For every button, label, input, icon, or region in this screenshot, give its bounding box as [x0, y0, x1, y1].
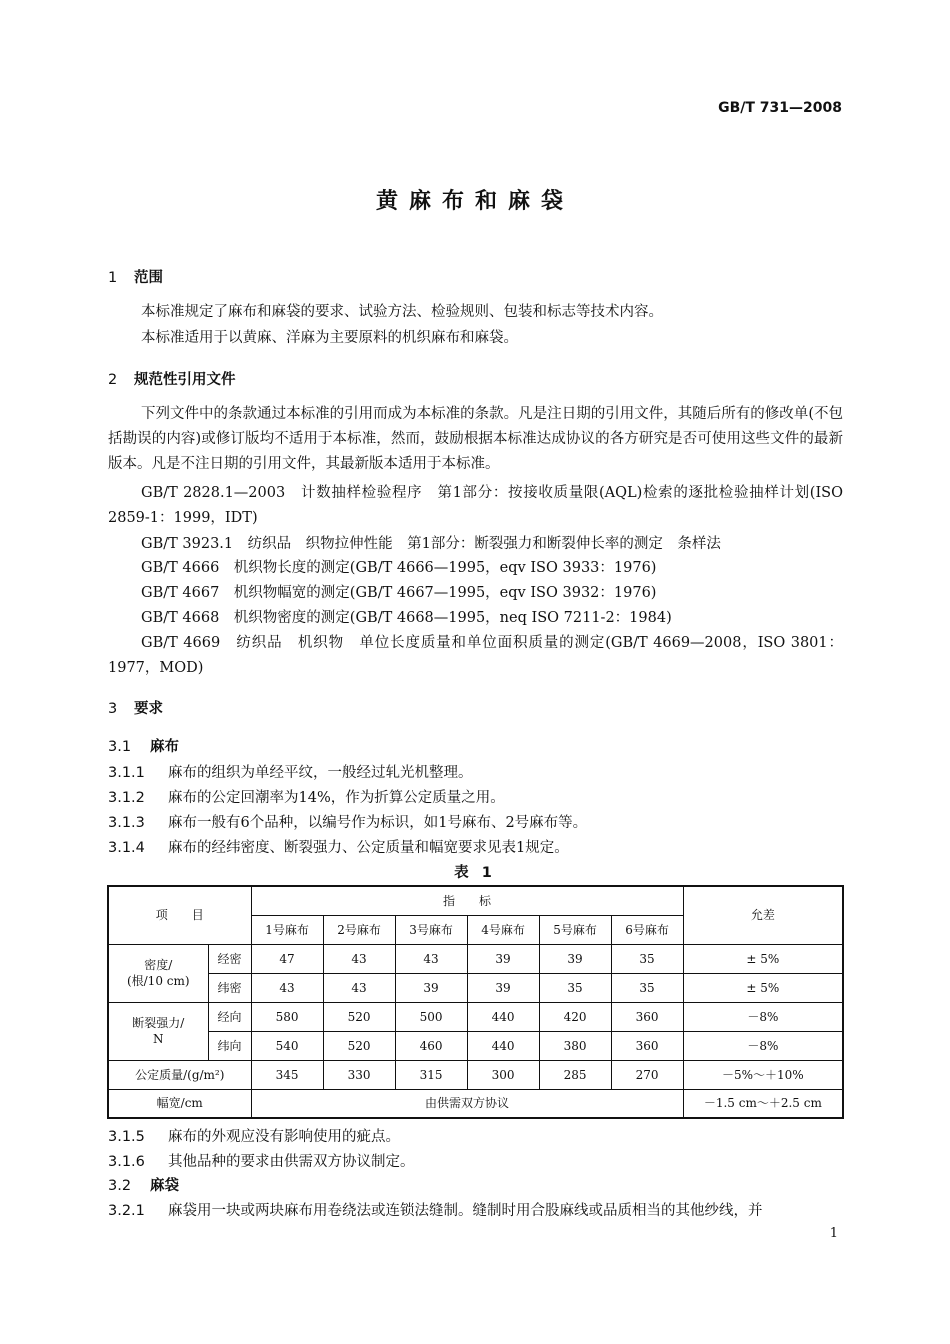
paragraph: 本标准适用于以黄麻、洋麻为主要原料的机织麻布和麻袋。 — [141, 330, 518, 346]
intro-paragraph: 下列文件中的条款通过本标准的引用而成为本标准的条款。凡是注日期的引用文件，其随后所有的修改单(不包括勘误的内容)或修订版均不适用于本标准，然而，鼓励根据本标准达成协议的各方研究是否可使用这些文件的最新版本。凡是不注日期的引用文件，其最新版本适用于本标准。 — [108, 406, 843, 472]
width-label: 幅宽/cm — [108, 1089, 251, 1118]
table-cell: 39 — [539, 944, 611, 973]
section-3-heading — [108, 697, 163, 718]
table-cell: 43 — [323, 944, 395, 973]
header-grade: 3号麻布 — [395, 915, 467, 944]
tolerance-cell: ± 5% — [683, 973, 843, 1002]
subsection-title: 麻袋 — [150, 1178, 179, 1194]
table-cell: 420 — [539, 1002, 611, 1031]
section-1-heading — [108, 266, 163, 287]
clause-3-1-4 — [108, 836, 569, 857]
clause-text: 麻布一般有6个品种，以编号作为标识，如1号麻布、2号麻布等。 — [168, 815, 588, 831]
standard-code: GB/T 731—2008 — [718, 100, 842, 116]
table-cell: 380 — [539, 1031, 611, 1060]
subsection-number: 3.2 — [108, 1178, 132, 1194]
section-number: 1 — [108, 270, 118, 286]
row-sublabel: 经向 — [208, 1002, 251, 1031]
header-indicator: 指 标 — [251, 886, 683, 915]
header-grade: 1号麻布 — [251, 915, 323, 944]
reference-item: GB/T 2828.1—2003 计数抽样检验程序 第1部分：按接收质量限(AQL)检索的逐批检验抽样计划(ISO 2859-1：1999，IDT) — [108, 485, 843, 526]
row-sublabel: 纬密 — [208, 973, 251, 1002]
clause-3-1-3 — [108, 811, 587, 832]
subsection-3-1-heading — [108, 735, 179, 756]
reference-item: GB/T 4668 机织物密度的测定(GB/T 4668—1995，neq ISO 7211-2：1984) — [141, 610, 672, 626]
row-sublabel: 纬向 — [208, 1031, 251, 1060]
clause-number: 3.1.3 — [108, 815, 145, 831]
clause-text: 其他品种的要求由供需双方协议制定。 — [168, 1154, 415, 1170]
strength-label: 断裂强力/ N — [108, 1002, 208, 1060]
table-cell: 43 — [251, 973, 323, 1002]
page-number: 1 — [829, 1226, 838, 1241]
table-cell: 460 — [395, 1031, 467, 1060]
header-item: 项 目 — [108, 886, 251, 944]
header-grade: 6号麻布 — [611, 915, 683, 944]
density-label: 密度/ (根/10 cm) — [108, 944, 208, 1002]
clause-number: 3.1.6 — [108, 1154, 145, 1170]
width-value: 由供需双方协议 — [251, 1089, 683, 1118]
tolerance-cell: －1.5 cm～＋2.5 cm — [683, 1089, 843, 1118]
table-cell: 440 — [467, 1002, 539, 1031]
table-cell: 39 — [395, 973, 467, 1002]
table-cell: 330 — [323, 1060, 395, 1089]
table-cell: 360 — [611, 1031, 683, 1060]
table-cell: 35 — [611, 944, 683, 973]
clause-number: 3.1.1 — [108, 765, 145, 781]
table-cell: 540 — [251, 1031, 323, 1060]
table-cell: 500 — [395, 1002, 467, 1031]
paragraph: 本标准规定了麻布和麻袋的要求、试验方法、检验规则、包装和标志等技术内容。 — [141, 304, 663, 320]
table-cell: 39 — [467, 944, 539, 973]
clause-number: 3.1.4 — [108, 840, 145, 856]
clause-3-2-1 — [108, 1199, 763, 1220]
clause-3-1-1 — [108, 761, 473, 782]
header-grade: 5号麻布 — [539, 915, 611, 944]
header-grade: 2号麻布 — [323, 915, 395, 944]
table-cell: 285 — [539, 1060, 611, 1089]
table-cell: 270 — [611, 1060, 683, 1089]
clause-number: 3.2.1 — [108, 1203, 145, 1219]
clause-3-1-6 — [108, 1150, 415, 1171]
header-grade: 4号麻布 — [467, 915, 539, 944]
document-title: 黄麻布和麻袋 — [375, 189, 574, 214]
row-sublabel: 经密 — [208, 944, 251, 973]
table-cell: 345 — [251, 1060, 323, 1089]
reference-item: GB/T 4669 纺织品 机织物 单位长度质量和单位面积质量的测定(GB/T 4669—2008，ISO 3801：1977，MOD) — [108, 635, 843, 676]
table-cell: 520 — [323, 1002, 395, 1031]
tolerance-cell: －8% — [683, 1031, 843, 1060]
clause-3-1-5 — [108, 1125, 400, 1146]
table-cell: 520 — [323, 1031, 395, 1060]
table-cell: 43 — [323, 973, 395, 1002]
table-cell: 35 — [539, 973, 611, 1002]
table-row — [108, 1060, 843, 1089]
clause-text: 麻布的经纬密度、断裂强力、公定质量和幅宽要求见表1规定。 — [168, 840, 569, 856]
table-row — [108, 973, 843, 1002]
mass-label: 公定质量/(g/m²) — [108, 1060, 251, 1089]
table-cell: 360 — [611, 1002, 683, 1031]
section-number: 2 — [108, 372, 118, 388]
clause-text: 麻布的外观应没有影响使用的疵点。 — [168, 1129, 400, 1145]
header-tolerance: 允差 — [683, 886, 843, 944]
table-cell: 43 — [395, 944, 467, 973]
table-row — [108, 1031, 843, 1060]
table-cell: 47 — [251, 944, 323, 973]
section-number: 3 — [108, 701, 118, 717]
table-cell: 440 — [467, 1031, 539, 1060]
subsection-number: 3.1 — [108, 739, 132, 755]
clause-number: 3.1.2 — [108, 790, 145, 806]
table-row — [108, 1089, 843, 1118]
clause-number: 3.1.5 — [108, 1129, 145, 1145]
table-caption: 表 1 — [454, 865, 496, 881]
table-cell: 35 — [611, 973, 683, 1002]
tolerance-cell: －8% — [683, 1002, 843, 1031]
tolerance-cell: ± 5% — [683, 944, 843, 973]
reference-item: GB/T 4667 机织物幅宽的测定(GB/T 4667—1995，eqv ISO 3932：1976) — [141, 585, 657, 601]
table-cell: 580 — [251, 1002, 323, 1031]
subsection-title: 麻布 — [150, 739, 179, 755]
spec-table — [107, 885, 844, 1119]
reference-item: GB/T 3923.1 纺织品 织物拉伸性能 第1部分：断裂强力和断裂伸长率的测定 条样法 — [141, 536, 721, 552]
clause-text: 麻袋用一块或两块麻布用卷绕法或连锁法缝制。缝制时用合股麻线或品质相当的其他纱线，并 — [168, 1203, 763, 1219]
table-cell: 39 — [467, 973, 539, 1002]
clause-text: 麻布的组织为单经平纹，一般经过轧光机整理。 — [168, 765, 473, 781]
clause-text: 麻布的公定回潮率为14%，作为折算公定质量之用。 — [168, 790, 505, 806]
tolerance-cell: －5%～＋10% — [683, 1060, 843, 1089]
table-cell: 300 — [467, 1060, 539, 1089]
table-cell: 315 — [395, 1060, 467, 1089]
section-title: 要求 — [134, 701, 163, 717]
section-title: 范围 — [134, 270, 163, 286]
reference-item: GB/T 4666 机织物长度的测定(GB/T 4666—1995，eqv ISO 3933：1976) — [141, 560, 657, 576]
table-row — [108, 944, 843, 973]
section-2-heading — [108, 368, 236, 389]
subsection-3-2-heading — [108, 1174, 179, 1195]
section-title: 规范性引用文件 — [134, 372, 236, 388]
clause-3-1-2 — [108, 786, 505, 807]
table-row — [108, 1002, 843, 1031]
